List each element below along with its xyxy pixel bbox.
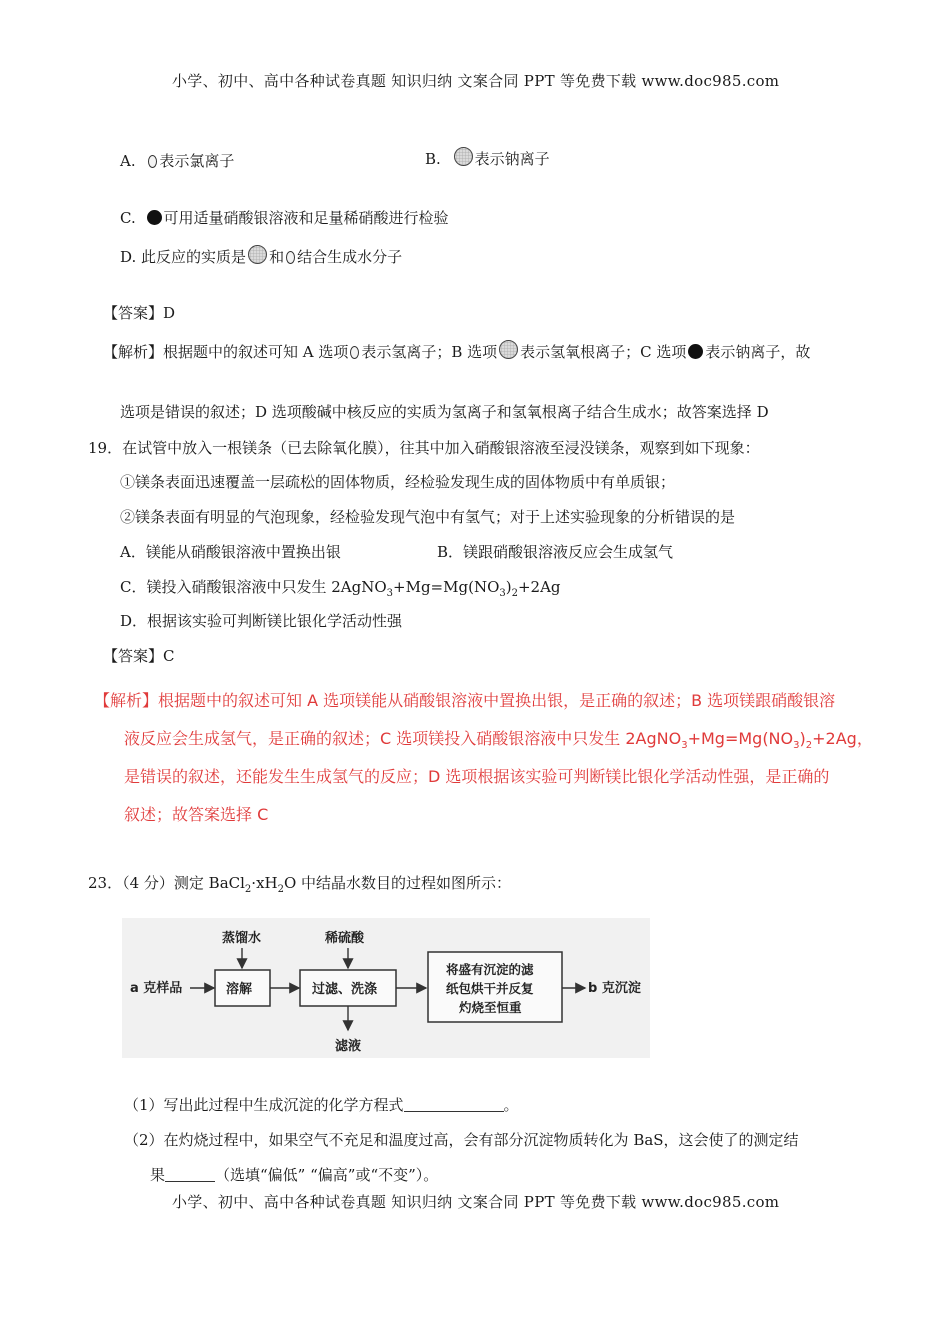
option-b-text: 表示钠离子 [474, 150, 550, 168]
stem-text: 23．（4 分）测定 BaCl [88, 874, 245, 892]
hydroxide-ion-icon [499, 340, 518, 359]
hydrogen-ion-icon [286, 251, 295, 264]
option-a-text: 表示氯离子 [159, 152, 235, 170]
hydrogen-ion-icon [350, 346, 359, 359]
option-c-label: C. [120, 209, 136, 227]
flow-box-2-label: 过滤、洗涤 [312, 982, 378, 997]
option-c-text: ) [505, 578, 512, 596]
subscript: 3 [681, 740, 688, 752]
page-header: 小学、初中、高中各种试卷真题 知识归纳 文案合同 PPT 等免费下载 www.doc985.com [172, 72, 780, 90]
option-a-label: A. [120, 152, 136, 170]
q23-stem [88, 872, 511, 895]
option-d-mid: 和 [269, 248, 285, 266]
flow-input-label: a 克样品 [130, 981, 183, 996]
page-footer: 小学、初中、高中各种试卷真题 知识归纳 文案合同 PPT 等免费下载 www.doc985.com [172, 1193, 780, 1211]
subscript: 2 [244, 884, 252, 895]
q19-option-c [120, 576, 561, 599]
flow-box-3-line3: 灼烧至恒重 [459, 1000, 522, 1015]
answer-blank[interactable] [404, 1111, 504, 1112]
q18-option-d [120, 245, 402, 267]
q23-subquestion-1 [124, 1094, 519, 1115]
q19-stem: 19．在试管中放入一根镁条（已去除氧化膜），往其中加入硝酸银溶液至浸没镁条，观察到如下现象： [88, 439, 760, 457]
option-c-text: C．镁投入硝酸银溶液中只发生 2AgNO [120, 578, 387, 596]
q18-option-b [425, 147, 550, 169]
q23-subquestion-2-cont [150, 1164, 438, 1185]
answer-blank[interactable] [165, 1181, 215, 1182]
analysis-text: 表示钠离子，故 [705, 343, 811, 361]
subscript: 2 [277, 884, 284, 895]
option-d-post: 结合生成水分子 [297, 248, 403, 266]
subquestion-text: （1）写出此过程中生成沉淀的化学方程式 [124, 1096, 404, 1114]
analysis-text: 表示氢离子；B 选项 [361, 343, 498, 361]
flow-box-1-label: 溶解 [226, 982, 253, 997]
flow-box-3-line1: 将盛有沉淀的滤 [446, 962, 534, 977]
option-b-label: B. [425, 150, 441, 168]
q19-option-b: B．镁跟硝酸银溶液反应会生成氢气 [437, 543, 674, 561]
sodium-ion-icon [688, 344, 703, 359]
option-c-text: +2Ag [517, 578, 561, 596]
sodium-ion-icon [147, 210, 162, 225]
analysis-text: 液反应会生成氢气，是正确的叙述；C 选项镁投入硝酸银溶液中只发生 2AgNO [124, 729, 682, 748]
subscript: 3 [499, 588, 506, 599]
q19-analysis-line4: 叙述；故答案选择 C [124, 805, 269, 824]
option-c-text: +Mg=Mg(NO [393, 578, 500, 596]
q18-analysis [103, 340, 810, 362]
q19-observation-2: ②镁条表面有明显的气泡现象，经检验发现气泡中有氢气；对于上述实验现象的分析错误的是 [120, 508, 736, 526]
flow-top-label-1: 蒸馏水 [222, 931, 262, 946]
analysis-text: +Mg=Mg(NO [687, 729, 794, 748]
flow-box-3-line2: 纸包烘干并反复 [446, 981, 534, 996]
flow-top-label-2: 稀硫酸 [325, 931, 365, 946]
option-d-pre: 此反应的实质是 [141, 248, 247, 266]
analysis-text: ) [799, 729, 806, 748]
option-d-label: D. [120, 248, 137, 266]
option-c-text: 可用适量硝酸银溶液和足量稀硝酸进行检验 [163, 209, 449, 227]
q18-analysis-line2: 选项是错误的叙述；D 选项酸碱中核反应的实质为氢离子和氢氧根离子结合生成水；故答案选择 D [120, 403, 769, 421]
flow-bottom-label: 滤液 [335, 1039, 362, 1054]
subscript: 2 [805, 740, 813, 752]
analysis-text: 表示氢氧根离子；C 选项 [520, 343, 687, 361]
analysis-text: +2Ag， [812, 729, 873, 748]
q18-option-c [120, 207, 449, 228]
stem-text: O 中结晶水数目的过程如图所示： [283, 874, 512, 892]
subscript: 3 [386, 588, 394, 599]
q19-option-a: A．镁能从硝酸银溶液中置换出银 [120, 543, 341, 561]
hydroxide-ion-icon [454, 147, 473, 166]
hydrogen-ion-icon [148, 155, 157, 168]
subscript: 2 [511, 588, 518, 599]
q19-analysis-line2 [124, 726, 873, 751]
subquestion-text: （选填“偏低” “偏高”或“不变”）。 [215, 1166, 439, 1184]
q19-analysis-line1: 【解析】根据题中的叙述可知 A 选项镁能从硝酸银溶液中置换出银，是正确的叙述；B 选项镁跟硝酸银溶 [94, 691, 836, 710]
q19-option-d: D．根据该实验可判断镁比银化学活动性强 [120, 612, 403, 630]
analysis-text: 【解析】根据题中的叙述可知 A 选项 [103, 343, 349, 361]
q19-observation-1: ①镁条表面迅速覆盖一层疏松的固体物质，经检验发现生成的固体物质中有单质银； [120, 473, 676, 491]
subscript: 3 [793, 740, 800, 752]
flow-diagram [122, 918, 650, 1058]
q19-answer: 【答案】C [103, 647, 175, 665]
q18-option-a [120, 150, 234, 171]
q18-answer: 【答案】D [103, 304, 176, 322]
subquestion-text: 。 [503, 1096, 519, 1114]
flow-output-label: b 克沉淀 [588, 981, 641, 996]
stem-text: ·xH [251, 874, 278, 892]
subquestion-text: 果 [150, 1166, 166, 1184]
hydroxide-ion-icon [248, 245, 267, 264]
q23-subquestion-2: （2）在灼烧过程中，如果空气不充足和温度过高，会有部分沉淀物质转化为 BaS，这会使了的测定结 [124, 1131, 799, 1149]
q19-analysis-line3: 是错误的叙述，还能发生生成氢气的反应；D 选项根据该实验可判断镁比银化学活动性强，是正确的 [124, 767, 830, 786]
